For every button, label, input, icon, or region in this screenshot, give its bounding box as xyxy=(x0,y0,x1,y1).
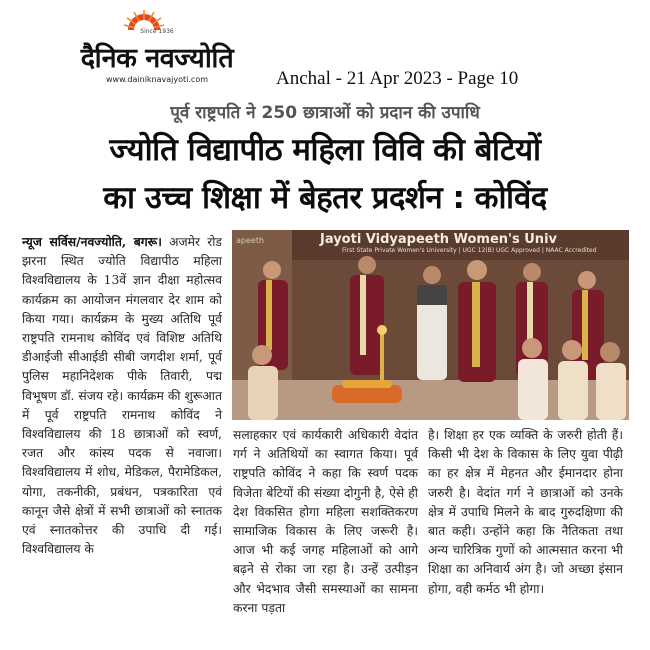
newspaper-logo: दैनिक नवज्योति xyxy=(80,43,234,74)
byline: न्यूज सर्विस/नवज्योति, बगरू। xyxy=(22,234,162,249)
kicker-headline: पूर्व राष्ट्रपति ने 250 छात्राओं को प्रदान की उपाधि xyxy=(170,103,480,123)
newspaper-url: www.dainiknavajyoti.com xyxy=(105,75,208,84)
column-1-text: अजमेर रोड झरना स्थित ज्योति विद्यापीठ महिला विश्वविद्यालय के 13वें ज्ञान दीक्षा महोत्सव कार्यक्रम का आयोजन मंगलवार देर शाम को किया गया। कार्यक्रम के मुख्य अतिथि पूर्व राष्ट्रपति रामनाथ कोविंद एवं विशिष्ट अतिथि डीआईजी सीआईडी सीबी जगदीश शर्मा, पूर्व पुलिस महानिदेशक पीके तिवारी, पद्म विभूषण डॉ. संजय रहे। कार्यक्रम की शुरूआत में पूर्व राष्ट्रपति रामनाथ कोविंद ने विश्वविद्यालय की 18 छात्राओं को स्वर्ण, रजत और कांस्य पदक से नवाजा। विश्वविद्यालय में शोध, मेडिकल, पैरामेडिकल, योगा, तकनीकी, प्रबंधन, पत्रकारिता एवं कानून जैसे क्षेत्रों में सभी छात्राओं को स्नातक एवं स्नातकोत्तर की उपाधि दी गई। विश्वविद्यालय के xyxy=(22,235,222,557)
masthead xyxy=(62,8,252,88)
article-column-1 xyxy=(22,232,222,559)
photo-side-sign: apeeth xyxy=(236,236,265,245)
headline-line-2: का उच्च शिक्षा में बेहतर प्रदर्शन : कोविंद xyxy=(103,180,547,216)
photo-banner-text: Jayoti Vidyapeeth Women's Univ xyxy=(320,232,557,247)
sunburst-logo-icon xyxy=(122,8,166,30)
ceremony-photo xyxy=(232,230,629,420)
photo-sub-banner-text: First State Private Women's University | UGC 12(B) UGC Approved | NAAC Accredited xyxy=(342,247,597,254)
article-column-2: सलाहकार एवं कार्यकारी अधिकारी वेदांत गर्ग ने अतिथियों का स्वागत किया। पूर्व राष्ट्रपति कोविंद ने कहा कि स्वर्ण पदक विजेता बेटियों की संख्या दोगुनी है, ऐसे ही देश विकसित होगा महिला सशक्तिकरण सामाजिक विकास के लिए जरूरी है। आज भी कई जगह महिलाओं को आगे बढ़ने से रोका जा रहा है। उन्हें उत्पीड़न और भेदभाव जैसी समस्याओं का सामना करना पड़ता xyxy=(233,428,418,615)
ceremony-photo-illustration xyxy=(232,230,629,420)
since-label: Since 1936 xyxy=(140,28,174,35)
headline-line-1: ज्योति विद्यापीठ महिला विवि की बेटियों xyxy=(109,132,541,168)
publication-info: Anchal - 21 Apr 2023 - Page 10 xyxy=(276,68,519,89)
article-column-3: है। शिक्षा हर एक व्यक्ति के जरुरी होती हैं। किसी भी देश के विकास के लिए युवा पीढ़ी का हर क्षेत्र में मेहनत और ईमानदार होना जरुरी है। वेदांत गर्ग ने छात्राओं को उनके क्षेत्र में उपाधि मिलने के बाद गुरुदक्षिणा की बात कही। उन्होंने कहा कि नैतिकता तथा अन्य चारित्रिक गुणों को आत्मसात करना भी शिक्षा का अनिवार्य अंग है। जो अच्छा इंसान होगा, वही कर्मठ भी होगा। xyxy=(428,428,623,596)
